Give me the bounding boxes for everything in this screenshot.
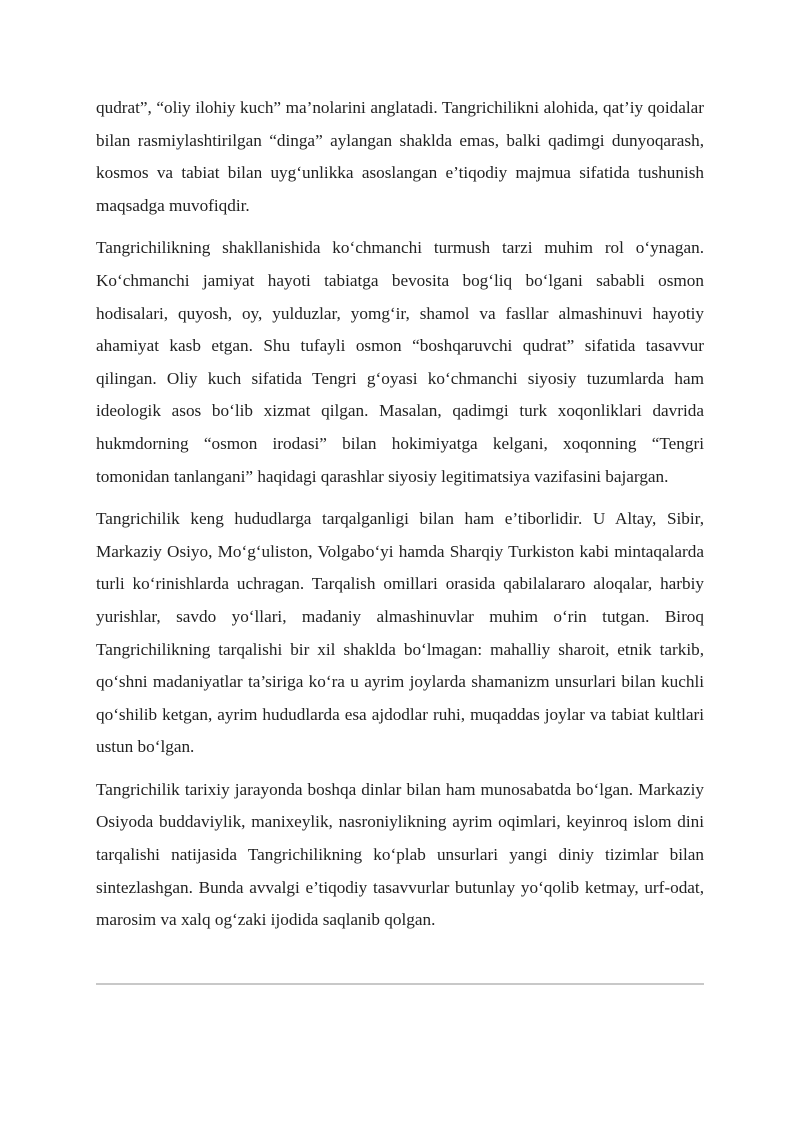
document-body (96, 92, 704, 947)
paragraph: Tangrichilik keng hududlarga tarqalganligi bilan ham e’tiborlidir. U Altay, Sibir, Markaziy Osiyo, Mo‘g‘uliston, Volgabo‘yi hamda Sharqiy Turkiston kabi mintaqalarda turli ko‘rinishlarda uchragan. Tarqalish omillari orasida qabilalararo aloqalar, harbiy yurishlar, savdo yo‘llari, madaniy almashinuvlar muhim o‘rin tutgan. Biroq Tangrichilikning tarqalishi bir xil shaklda bo‘lmagan: mahalliy sharoit, etnik tarkib, qo‘shni madaniyatlar ta’siriga ko‘ra u ayrim joylarda shamanizm unsurlari bilan kuchli qo‘shilib ketgan, ayrim hududlarda esa ajdodlar ruhi, muqaddas joylar va tabiat kultlari ustun bo‘lgan. (96, 509, 704, 757)
paragraph: Tangrichilikning shakllanishida ko‘chmanchi turmush tarzi muhim rol o‘ynagan. Ko‘chmanchi jamiyat hayoti tabiatga bevosita bog‘liq bo‘lgani sababli osmon hodisalari, quyosh, oy, yulduzlar, yomg‘ir, shamol va fasllar almashinuvi hayotiy ahamiyat kasb etgan. Shu tufayli osmon “boshqaruvchi qudrat” sifatida tasavvur qilingan. Oliy kuch sifatida Tengri g‘oyasi ko‘chmanchi siyosiy tuzumlarda ham ideologik asos bo‘lib xizmat qilgan. Masalan, qadimgi turk xoqonliklari davrida hukmdorning “osmon irodasi” bilan hokimiyatga kelgani, xoqonning “Tengri tomonidan tanlangani” haqidagi qarashlar siyosiy legitimatsiya vazifasini bajargan. (96, 238, 704, 486)
paragraph: qudrat”, “oliy ilohiy kuch” ma’nolarini anglatadi. Tangrichilikni alohida, qat’iy qoidalar bilan rasmiylashtirilgan “dinga” aylangan shaklda emas, balki qadimgi dunyoqarash, kosmos va tabiat bilan uyg‘unlikka asoslangan e’tiqodiy majmua sifatida tushunish maqsadga muvofiqdir. (96, 98, 704, 215)
paragraph: Tangrichilik tarixiy jarayonda boshqa dinlar bilan ham munosabatda bo‘lgan. Markaziy Osiyoda buddaviylik, manixeylik, nasroniylikning ayrim oqimlari, keyinroq islom dini tarqalishi natijasida Tangrichilikning ko‘plab unsurlari yangi diniy tizimlar bilan sintezlashgan. Bunda avvalgi e’tiqodiy tasavvurlar butunlay yo‘qolib ketmay, urf-odat, marosim va xalq og‘zaki ijodida saqlanib qolgan. (96, 779, 704, 930)
horizontal-divider (96, 983, 704, 985)
